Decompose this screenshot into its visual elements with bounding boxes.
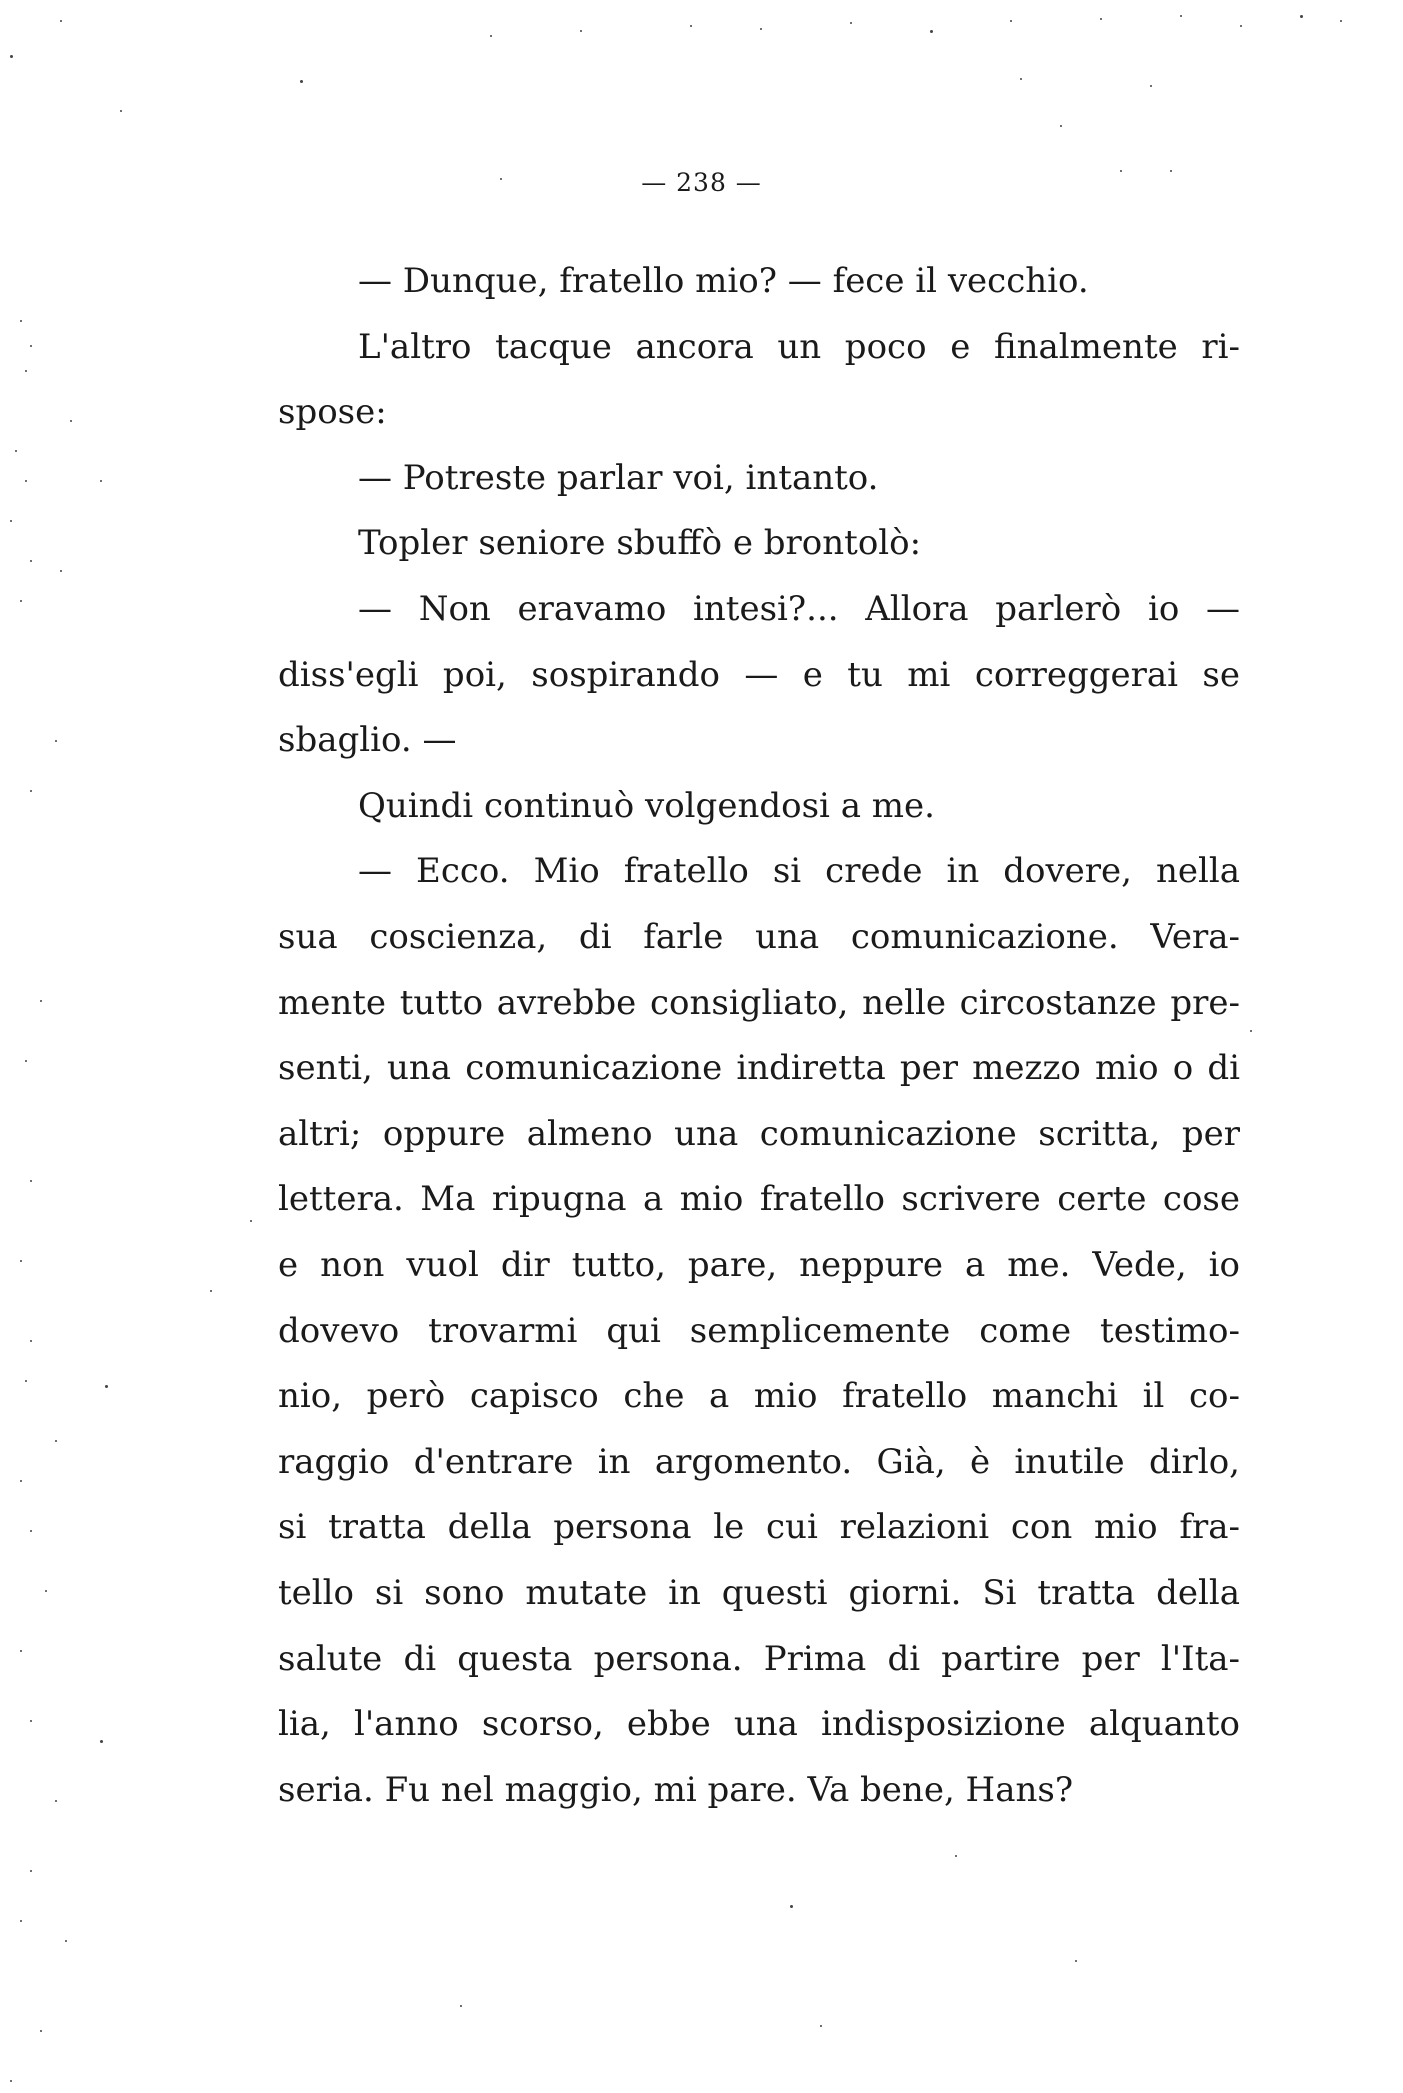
scan-speck	[20, 1260, 22, 1262]
scan-speck	[300, 80, 303, 83]
scan-speck	[55, 740, 57, 742]
scan-speck	[1170, 170, 1172, 172]
scan-speck	[10, 2080, 12, 2082]
scan-speck	[30, 1180, 32, 1182]
scan-speck	[1120, 170, 1122, 172]
scan-speck	[70, 420, 72, 422]
scan-speck	[100, 480, 102, 482]
scan-speck	[25, 480, 27, 482]
scan-speck	[250, 1220, 252, 1222]
scan-speck	[30, 1720, 32, 1722]
text-line: sua coscienza, di farle una comunicazione. Vera-	[278, 917, 1240, 957]
scan-speck	[500, 178, 502, 180]
scan-speck	[55, 1440, 57, 1442]
text-line: nio, però capisco che a mio fratello manchi il co-	[278, 1376, 1240, 1417]
scan-speck	[15, 450, 17, 452]
scan-speck	[65, 1940, 67, 1942]
text-line: e non vuol dir tutto, pare, neppure a me. Vede, io	[278, 1245, 1240, 1285]
scan-speck	[120, 110, 122, 112]
scan-speck	[1300, 15, 1303, 18]
scan-speck	[1010, 20, 1012, 22]
scan-speck	[30, 790, 32, 792]
text-line: mente tutto avrebbe consigliato, nelle circostanze pre-	[278, 982, 1240, 1023]
scan-speck	[1250, 1030, 1252, 1032]
scan-speck	[40, 1000, 42, 1002]
scan-speck	[55, 1800, 57, 1802]
scan-speck	[25, 370, 27, 372]
scan-speck	[20, 600, 22, 602]
scan-speck	[690, 25, 692, 27]
text-line: si tratta della persona le cui relazioni con mio fra-	[278, 1507, 1240, 1548]
text-line: senti, una comunicazione indiretta per mezzo mio o di	[278, 1048, 1240, 1089]
text-line: Quindi continuò volgendosi a me.	[358, 785, 935, 826]
text-line: L'altro tacque ancora un poco e finalmente ri-	[358, 326, 1240, 367]
scan-speck	[210, 1290, 212, 1292]
text-line: salute di questa persona. Prima di partire per l'Ita-	[278, 1638, 1240, 1679]
scan-speck	[580, 30, 582, 32]
scan-speck	[1150, 85, 1152, 87]
scan-speck	[40, 2030, 42, 2032]
text-line: seria. Fu nel maggio, mi pare. Va bene, Hans?	[278, 1769, 1074, 1810]
scan-speck	[955, 1855, 957, 1857]
text-line: tello si sono mutate in questi giorni. Si tratta della	[278, 1573, 1240, 1613]
scan-speck	[1100, 18, 1102, 20]
scan-speck	[930, 30, 933, 33]
text-line: lia, l'anno scorso, ebbe una indisposizione alquanto	[278, 1704, 1240, 1745]
scan-speck	[1340, 20, 1342, 22]
scan-speck	[30, 1870, 32, 1872]
text-line: raggio d'entrare in argomento. Già, è inutile dirlo,	[278, 1441, 1240, 1482]
scan-speck	[10, 520, 12, 522]
text-line: diss'egli poi, sospirando — e tu mi correggerai se	[278, 654, 1240, 695]
page-number: — 238 —	[641, 168, 762, 197]
text-line: altri; oppure almeno una comunicazione scritta, per	[278, 1113, 1240, 1154]
text-line: lettera. Ma ripugna a mio fratello scrivere certe cose	[278, 1179, 1240, 1220]
scan-speck	[30, 345, 32, 347]
text-line: Topler seniore sbuffò e brontolò:	[358, 523, 922, 564]
scan-speck	[25, 1380, 27, 1382]
text-line: — Dunque, fratello mio? — fece il vecchio.	[358, 261, 1089, 301]
scan-speck	[820, 2025, 822, 2027]
scan-speck	[45, 1590, 47, 1592]
scan-speck	[60, 20, 62, 22]
scan-speck	[1180, 15, 1182, 17]
scan-speck	[100, 1740, 103, 1743]
scan-speck	[20, 320, 22, 322]
text-line: dovevo trovarmi qui semplicemente come testimo-	[278, 1310, 1240, 1351]
scan-speck	[60, 570, 62, 572]
text-line: — Potreste parlar voi, intanto.	[358, 457, 879, 498]
scan-speck	[30, 1340, 32, 1342]
scan-speck	[20, 1920, 22, 1922]
scan-speck	[1060, 125, 1062, 127]
text-line: — Ecco. Mio fratello si crede in dovere, nella	[358, 851, 1240, 892]
scan-speck	[30, 560, 32, 562]
scan-speck	[760, 28, 762, 30]
scan-speck	[20, 1650, 22, 1652]
scan-speck	[20, 1480, 22, 1482]
scan-speck	[25, 1060, 27, 1062]
scan-speck	[790, 1905, 793, 1908]
scan-speck	[105, 1385, 108, 1388]
scan-speck	[460, 2005, 462, 2007]
scan-speck	[490, 35, 492, 37]
scan-speck	[1075, 1960, 1077, 1962]
text-line: sbaglio. —	[278, 720, 457, 761]
scan-speck	[10, 55, 13, 58]
text-line: spose:	[278, 392, 387, 433]
scan-speck	[1240, 25, 1242, 27]
scan-speck	[850, 22, 852, 24]
scan-speck	[30, 1530, 32, 1532]
scan-speck	[1020, 78, 1022, 80]
text-line: — Non eravamo intesi?... Allora parlerò io —	[358, 589, 1240, 629]
